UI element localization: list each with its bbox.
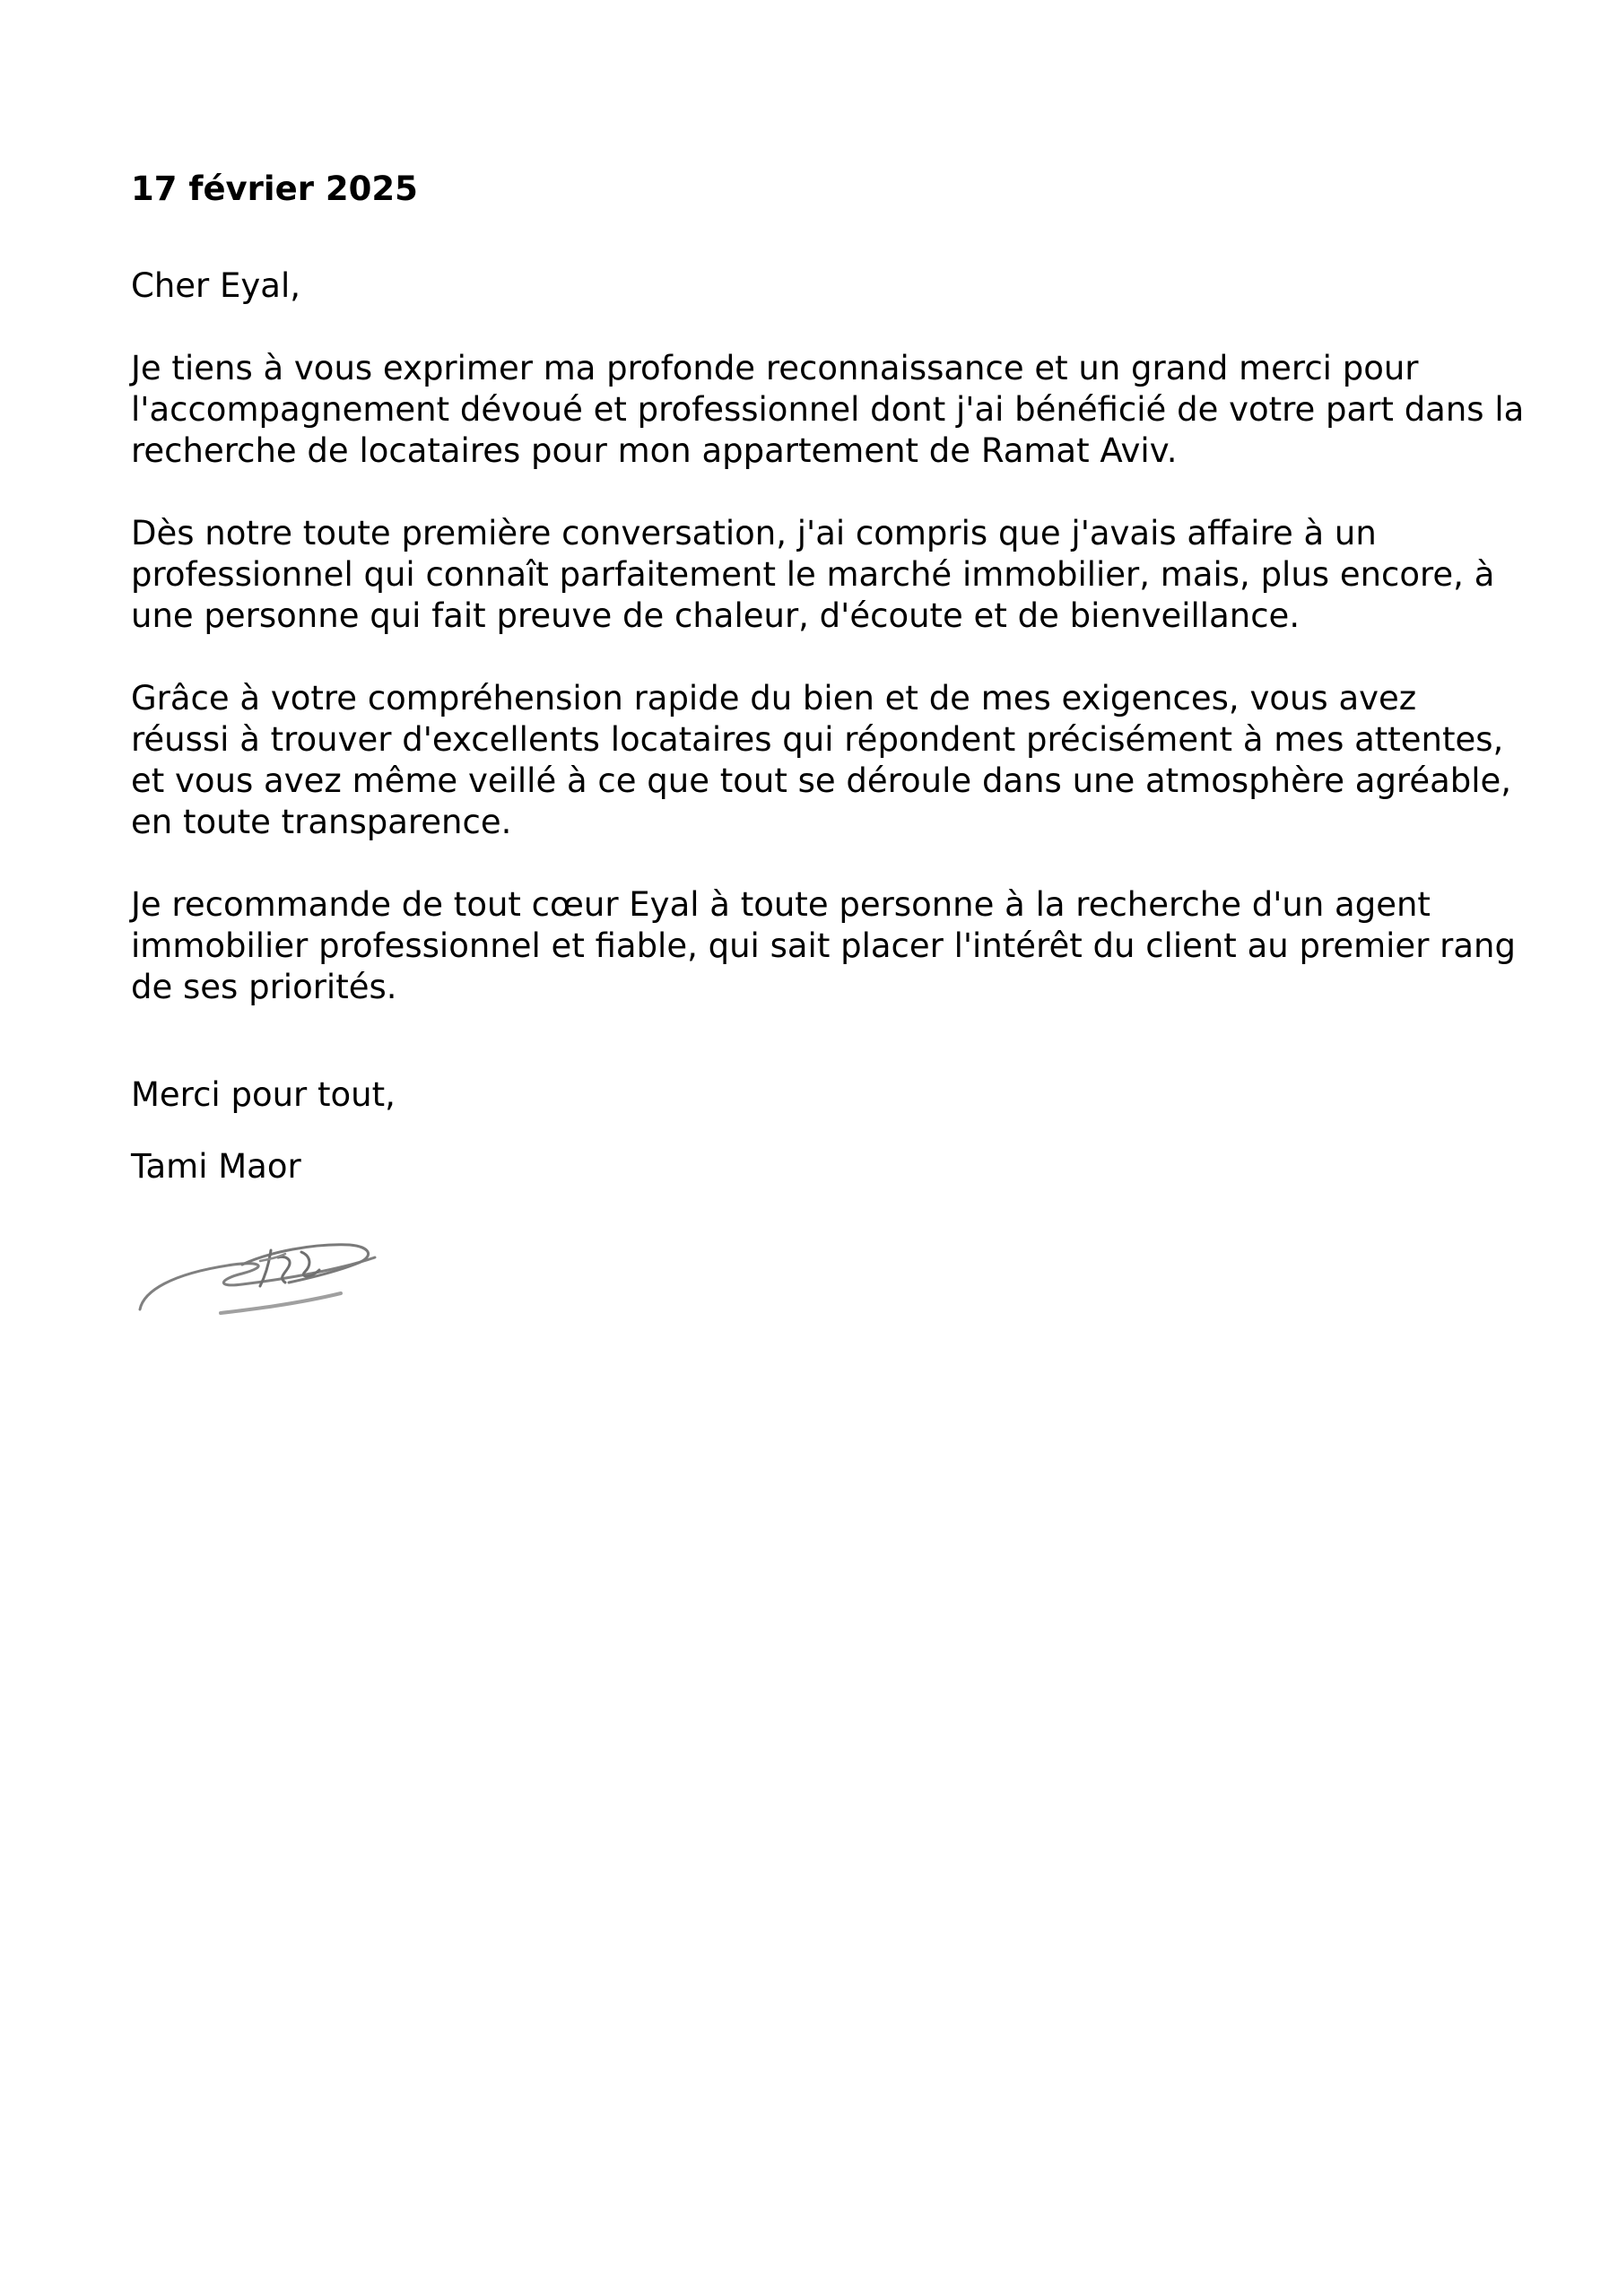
paragraph-line: Je recommande de tout cœur Eyal à toute personne à la recherche d'un agent — [131, 885, 1431, 924]
paragraph-line: et vous avez même veillé à ce que tout se déroule dans une atmosphère agréable, — [131, 761, 1512, 800]
sender-name: Tami Maor — [131, 1147, 301, 1186]
letter-greeting: Cher Eyal, — [131, 266, 301, 305]
paragraph-line: Dès notre toute première conversation, j'ai compris que j'avais affaire à un — [131, 514, 1377, 552]
paragraph-line: l'accompagnement dévoué et professionnel dont j'ai bénéficié de votre part dans la — [131, 390, 1525, 429]
paragraph-1 — [131, 348, 1524, 472]
paragraph-line: immobilier professionnel et fiable, qui sait placer l'intérêt du client au premier rang — [131, 926, 1516, 965]
paragraph-4 — [131, 884, 1516, 1008]
paragraph-3 — [131, 678, 1511, 843]
paragraph-line: professionnel qui connaît parfaitement le marché immobilier, mais, plus encore, à — [131, 555, 1495, 594]
letter-closing: Merci pour tout, — [131, 1075, 396, 1114]
paragraph-line: recherche de locataires pour mon appartement de Ramat Aviv. — [131, 431, 1178, 470]
paragraph-2 — [131, 513, 1494, 637]
paragraph-line: de ses priorités. — [131, 968, 397, 1006]
handwritten-signature-icon — [135, 1220, 395, 1318]
paragraph-line: une personne qui fait preuve de chaleur, d'écoute et de bienveillance. — [131, 596, 1300, 635]
paragraph-line: en toute transparence. — [131, 803, 512, 841]
paragraph-line: Je tiens à vous exprimer ma profonde reconnaissance et un grand merci pour — [131, 349, 1419, 387]
paragraph-line: Grâce à votre compréhension rapide du bien et de mes exigences, vous avez — [131, 679, 1417, 718]
letter-date: 17 février 2025 — [131, 170, 418, 208]
paragraph-line: réussi à trouver d'excellents locataires qui répondent précisément à mes attentes, — [131, 720, 1504, 759]
